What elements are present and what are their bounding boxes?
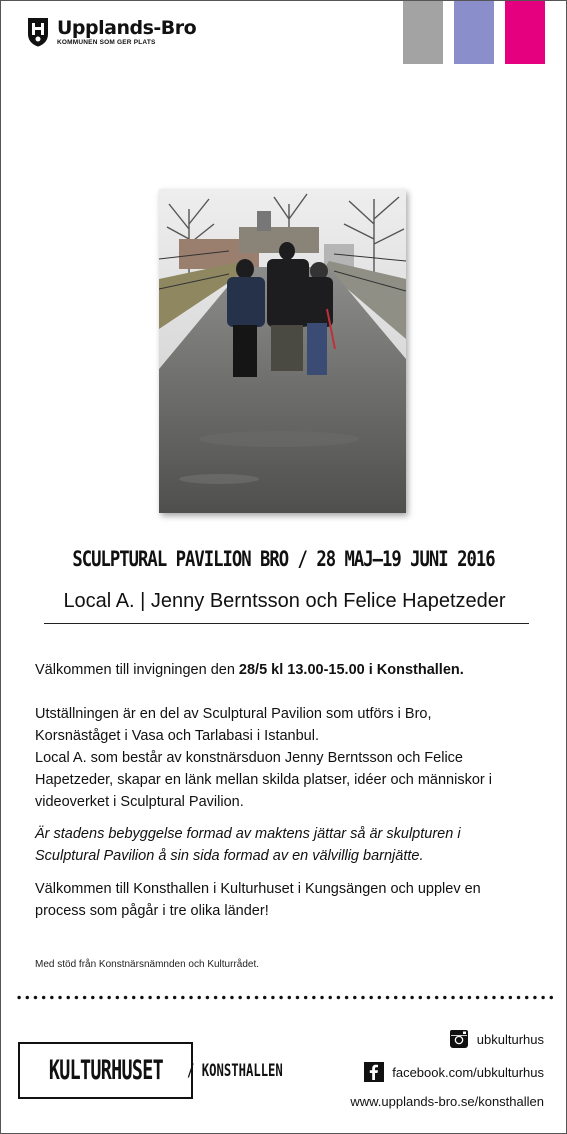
konsthallen-label: / KONSTHALLEN: [187, 1061, 283, 1081]
swatch-gray: [403, 1, 443, 64]
quote-line: Sculptural Pavilion å sin sida formad av en välvillig barnjätte.: [35, 848, 424, 864]
instagram-handle: ubkulturhus: [476, 1031, 544, 1047]
description-paragraph: [35, 703, 535, 813]
welcome-paragraph: [35, 878, 535, 922]
kulturhuset-logo[interactable]: [18, 1042, 193, 1099]
event-title: SCULPTURAL PAVILION BRO / 28 MAJ–19 JUNI 2016: [72, 547, 495, 571]
desc-line: Utställningen är en del av Sculptural Pavilion som utförs i Bro,: [35, 706, 432, 722]
swatch-purple: [454, 1, 494, 64]
quote-paragraph: [35, 823, 535, 867]
facebook-icon: [364, 1062, 384, 1082]
desc-line: videoverket i Sculptural Pavilion.: [35, 794, 244, 810]
kulturhuset-label: KULTURHUSET: [48, 1055, 163, 1086]
invite-date: 28/5 kl 13.00-15.00 i Konsthallen.: [238, 662, 464, 678]
desc-line: Hapetzeder, skapar en länk mellan skilda platser, idéer och människor i: [35, 772, 492, 788]
desc-line: Korsnäståget i Vasa och Tarlabasi i Istanbul.: [35, 728, 319, 744]
facebook-link[interactable]: [364, 1062, 544, 1082]
event-subtitle: Local A. | Jenny Berntsson och Felice Hapetzeder: [63, 590, 506, 612]
event-photo: [159, 189, 406, 513]
desc-line: Local A. som består av konstnärsduon Jenny Berntsson och Felice: [35, 750, 463, 766]
swatch-magenta: [505, 1, 545, 64]
support-note: Med stöd från Konstnärsnämnden och Kulturrådet.: [35, 959, 260, 970]
logo-tagline: KOMMUNEN SOM GER PLATS: [57, 39, 156, 46]
instagram-icon: [449, 1029, 469, 1049]
dotted-divider: [15, 995, 555, 1000]
facebook-url: facebook.com/ubkulturhus: [392, 1064, 544, 1080]
divider-line: [44, 623, 529, 624]
quote-line: Är stadens bebyggelse formad av maktens jättar så är skulpturen i: [35, 826, 461, 842]
invite-text: Välkommen till invigningen den: [35, 662, 239, 678]
instagram-link[interactable]: [449, 1029, 544, 1049]
crest-icon: [27, 17, 49, 47]
invitation-paragraph: [35, 659, 535, 681]
logo-name: Upplands-Bro: [57, 17, 197, 39]
welcome-line: Välkommen till Konsthallen i Kulturhuset i Kungsängen och upplev en: [35, 881, 481, 897]
upplands-bro-logo[interactable]: [27, 17, 196, 47]
website-link[interactable]: www.upplands-bro.se/konsthallen: [350, 1094, 544, 1109]
welcome-line: process som pågår i tre olika länder!: [35, 903, 269, 919]
